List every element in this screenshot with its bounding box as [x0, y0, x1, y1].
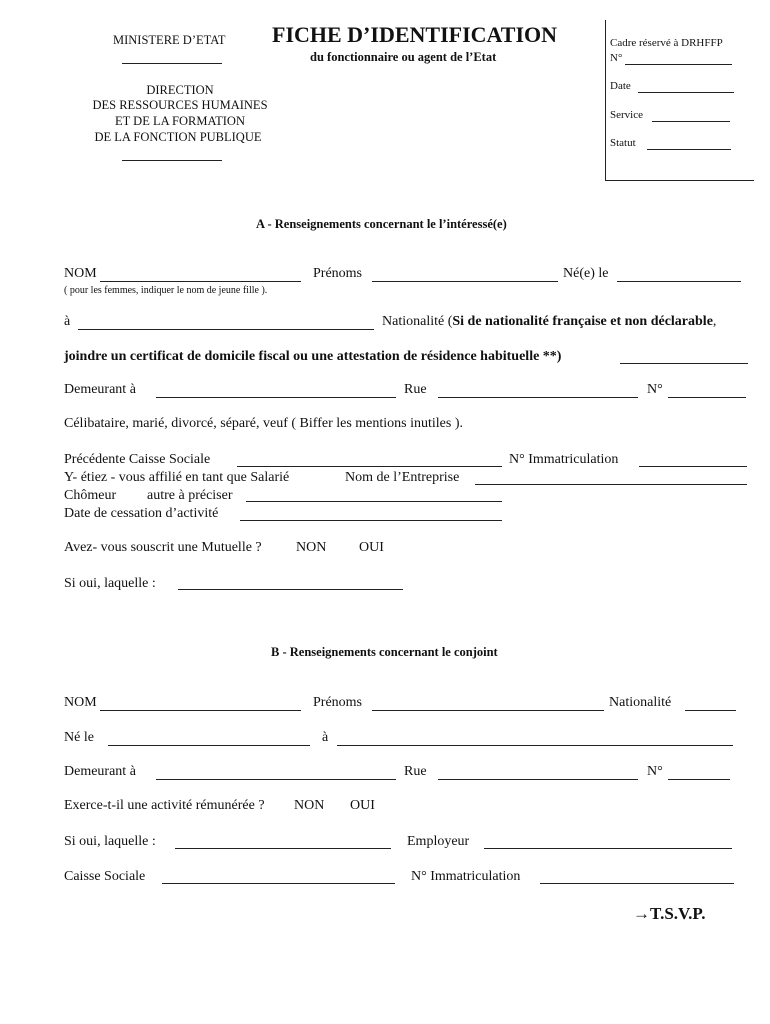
- b-numero-label: N°: [647, 764, 663, 779]
- b-immatriculation-field[interactable]: [540, 883, 734, 884]
- ministry-rule: [122, 63, 222, 64]
- a-prenoms-label: Prénoms: [313, 266, 362, 281]
- b-rue-label: Rue: [404, 764, 427, 779]
- direction-rule: [122, 160, 222, 161]
- a-si-oui-label: Si oui, laquelle :: [64, 576, 156, 591]
- a-ne-le-field[interactable]: [617, 281, 741, 282]
- a-cessation-field[interactable]: [240, 520, 502, 521]
- b-activite-non[interactable]: NON: [294, 798, 325, 813]
- a-autre-field[interactable]: [246, 501, 502, 502]
- b-activite-question: Exerce-t-il une activité rémunérée ?: [64, 798, 265, 813]
- reserved-date-label: Date: [610, 80, 631, 92]
- a-caisse-precedente-field[interactable]: [237, 466, 502, 467]
- reserved-date-field[interactable]: [638, 92, 734, 93]
- b-caisse-label: Caisse Sociale: [64, 869, 146, 884]
- reserved-title: Cadre réservé à DRHFFP: [610, 37, 723, 49]
- a-cessation-label: Date de cessation d’activité: [64, 506, 219, 521]
- b-employeur-label: Employeur: [407, 834, 470, 849]
- b-numero-field[interactable]: [668, 779, 730, 780]
- b-rue-field[interactable]: [438, 779, 638, 780]
- b-nationalite-field[interactable]: [685, 710, 736, 711]
- ministry-label: MINISTERE D’ETAT: [113, 33, 226, 47]
- a-nationalite-note-2: joindre un certificat de domicile fiscal ou une attestation de résidence habituelle **): [64, 349, 562, 364]
- a-nom-field[interactable]: [100, 281, 301, 282]
- a-note-femmes: ( pour les femmes, indiquer le nom de jeune fille ).: [64, 285, 268, 296]
- a-situation-text: Célibataire, marié, divorcé, séparé, veuf ( Biffer les mentions inutiles ).: [64, 416, 463, 431]
- direction-line-3: ET DE LA FORMATION: [115, 114, 245, 128]
- a-mutuelle-question: Avez- vous souscrit une Mutuelle ?: [64, 540, 262, 555]
- reserved-statut-field[interactable]: [647, 149, 731, 150]
- b-si-oui-label: Si oui, laquelle :: [64, 834, 156, 849]
- a-immatriculation-label: N° Immatriculation: [509, 452, 619, 467]
- a-rue-label: Rue: [404, 382, 427, 397]
- a-mutuelle-non[interactable]: NON: [296, 540, 327, 555]
- section-a-heading: A - Renseignements concernant le l’intéressé(e): [256, 217, 507, 231]
- direction-line-4: DE LA FONCTION PUBLIQUE: [94, 130, 262, 144]
- b-prenoms-label: Prénoms: [313, 695, 362, 710]
- section-b-heading: B - Renseignements concernant le conjoint: [271, 645, 498, 659]
- a-lieu-field[interactable]: [78, 329, 374, 330]
- b-demeurant-label: Demeurant à: [64, 764, 136, 779]
- a-numero-label: N°: [647, 382, 663, 397]
- a-caisse-precedente-label: Précédente Caisse Sociale: [64, 452, 211, 467]
- b-immatriculation-label: N° Immatriculation: [411, 869, 521, 884]
- a-mutuelle-oui[interactable]: OUI: [359, 540, 384, 555]
- a-mutuelle-field[interactable]: [178, 589, 403, 590]
- direction-line-1: DIRECTION: [146, 83, 214, 97]
- a-autre-label: autre à préciser: [147, 488, 233, 503]
- tsvp-label: →T.S.V.P.: [633, 904, 706, 923]
- a-chomeur-text: Chômeur: [64, 488, 117, 503]
- b-activite-field[interactable]: [175, 848, 391, 849]
- b-caisse-field[interactable]: [162, 883, 395, 884]
- a-prenoms-field[interactable]: [372, 281, 558, 282]
- direction-line-2: DES RESSOURCES HUMAINES: [92, 98, 268, 112]
- a-ne-le-label: Né(e) le: [563, 266, 609, 281]
- b-prenoms-field[interactable]: [372, 710, 604, 711]
- b-activite-oui[interactable]: OUI: [350, 798, 375, 813]
- b-employeur-field[interactable]: [484, 848, 732, 849]
- a-nationalite-comma: ,: [712, 314, 717, 329]
- page-subtitle: du fonctionnaire ou agent de l’Etat: [310, 50, 497, 64]
- a-demeurant-field[interactable]: [156, 397, 396, 398]
- b-demeurant-field[interactable]: [156, 779, 396, 780]
- b-nom-field[interactable]: [100, 710, 301, 711]
- a-rue-field[interactable]: [438, 397, 638, 398]
- b-nationalite-label: Nationalité: [609, 695, 672, 710]
- b-lieu-label: à: [322, 730, 329, 745]
- a-entreprise-label: Nom de l’Entreprise: [345, 470, 460, 485]
- reserved-service-label: Service: [610, 109, 643, 121]
- b-ne-le-field[interactable]: [108, 745, 310, 746]
- reserved-statut-label: Statut: [610, 137, 636, 149]
- a-lieu-label: à: [64, 314, 71, 329]
- b-nom-label: NOM: [64, 695, 97, 710]
- b-lieu-field[interactable]: [337, 745, 733, 746]
- reserved-number-label: N°: [610, 52, 623, 64]
- a-affilie-text: Y- étiez - vous affilié en tant que Salarié: [64, 470, 290, 485]
- a-numero-field[interactable]: [668, 397, 746, 398]
- a-demeurant-label: Demeurant à: [64, 382, 136, 397]
- a-nationalite-field[interactable]: [620, 363, 748, 364]
- a-nom-label: NOM: [64, 266, 97, 281]
- reserved-number-field[interactable]: [625, 64, 732, 65]
- b-ne-le-label: Né le: [64, 730, 94, 745]
- a-immatriculation-field[interactable]: [639, 466, 747, 467]
- reserved-service-field[interactable]: [652, 121, 730, 122]
- page-title: FICHE D’IDENTIFICATION: [272, 22, 558, 47]
- a-nationalite-note: Si de nationalité française et non déclarable: [452, 314, 713, 329]
- a-entreprise-field[interactable]: [475, 484, 747, 485]
- a-nationalite-text: Nationalité (: [382, 314, 453, 329]
- a-nationalite-label: [382, 314, 716, 330]
